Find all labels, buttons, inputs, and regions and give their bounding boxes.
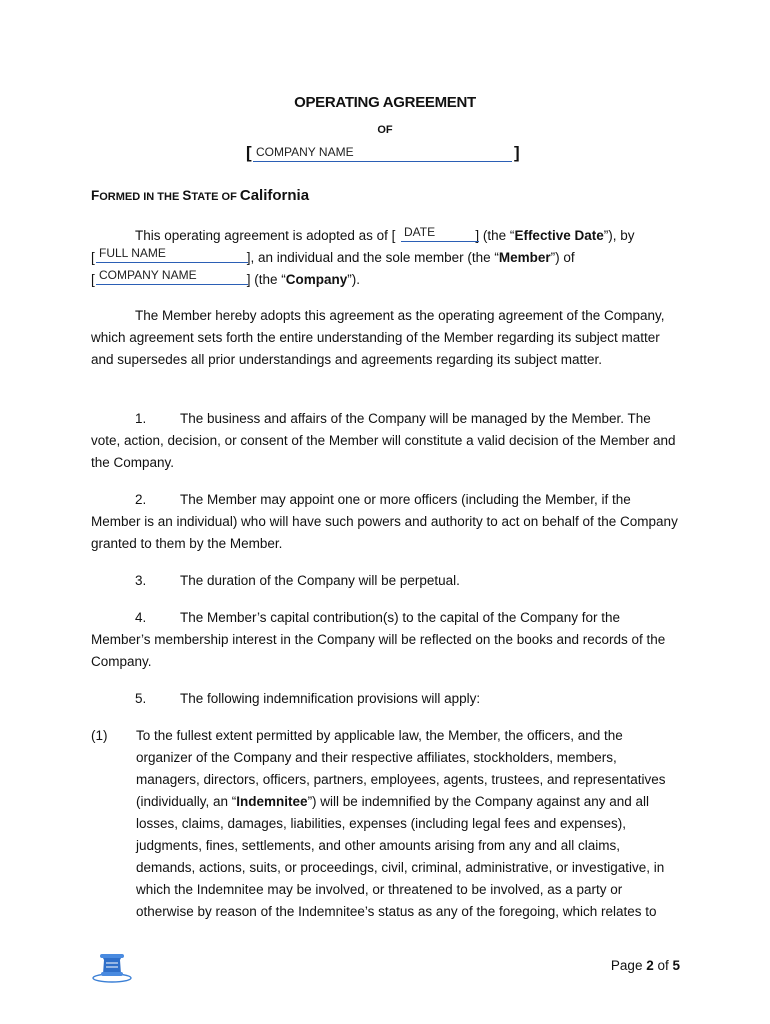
sub-item-1-number: (1) [91,728,108,743]
item-4: 4. The Member’s capital contribution(s) to the capital of the Company for the Member’s membership interest in the Company will be reflected on the books and records of the Company. [91,610,666,669]
intro-line-3: [ ] (the “Company”). [91,272,361,287]
bracket-open: [ [246,143,252,162]
date-field[interactable]: DATE [401,224,479,242]
item-2: 2. The Member may appoint one or more officers (including the Member, if the Member is an individual) who will have such powers and authority to act on behalf of the Company granted to them by the Member. [91,492,678,551]
bracket-close: ] [514,143,520,162]
adoption-paragraph: The Member hereby adopts this agreement as the operating agreement of the Company, which agreement sets forth the entire understanding of the Member regarding its subject matter and supersedes all prior understandings and agreements regarding its subject matter. [91,308,665,367]
indemnitee-term: Indemnitee [236,794,308,809]
item-5: 5. The following indemnification provisions will apply: [135,691,481,706]
intro-line-2: [ ], an individual and the sole member (the “Member”) of [91,250,575,265]
title-of: OF [377,124,393,136]
member-term: Member [498,250,551,265]
company-term: Company [285,272,348,287]
intro-line-1: This operating agreement is adopted as of [ ] (the “Effective Date”), by [135,228,635,243]
state-name: California [239,187,310,204]
effective-date-term: Effective Date [514,228,604,243]
page-number: Page 2 of 5 [610,958,680,973]
full-name-field[interactable]: FULL NAME [96,245,248,263]
document-title: OPERATING AGREEMENT [294,94,476,111]
company-name-field[interactable]: COMPANY NAME [96,267,248,285]
item-1: 1. The business and affairs of the Company will be managed by the Member. The vote, action, decision, or consent of the Member will constitute a valid decision of the Member and the Company. [91,411,676,470]
formed-in-state-heading: FORMED IN THE STATE OF California [91,187,310,204]
scroll-logo-icon [90,950,134,984]
company-name-field-header[interactable]: COMPANY NAME [253,144,512,162]
sub-item-1-text: To the fullest extent permitted by applicable law, the Member, the officers, and the organizer of the Company and their respective affiliates, stockholders, members, managers, directors, officers, partners, employees, agents, trustees, and representatives (individually, an “Indemnitee”) will be indemnified by the Company against any and all losses, claims, damages, liabilities, expenses (including legal fees and expenses), judgments, fines, settlements, and other amounts arising from any and all claims, demands, actions, suits, or proceedings, civil, criminal, administrative, or investigative, in which the Indemnitee may be involved, or threatened to be involved, as a party or otherwise by reason of the Indemnitee’s status as any of the foregoing, which relates to [136,728,666,919]
item-3: 3. The duration of the Company will be perpetual. [135,573,460,588]
